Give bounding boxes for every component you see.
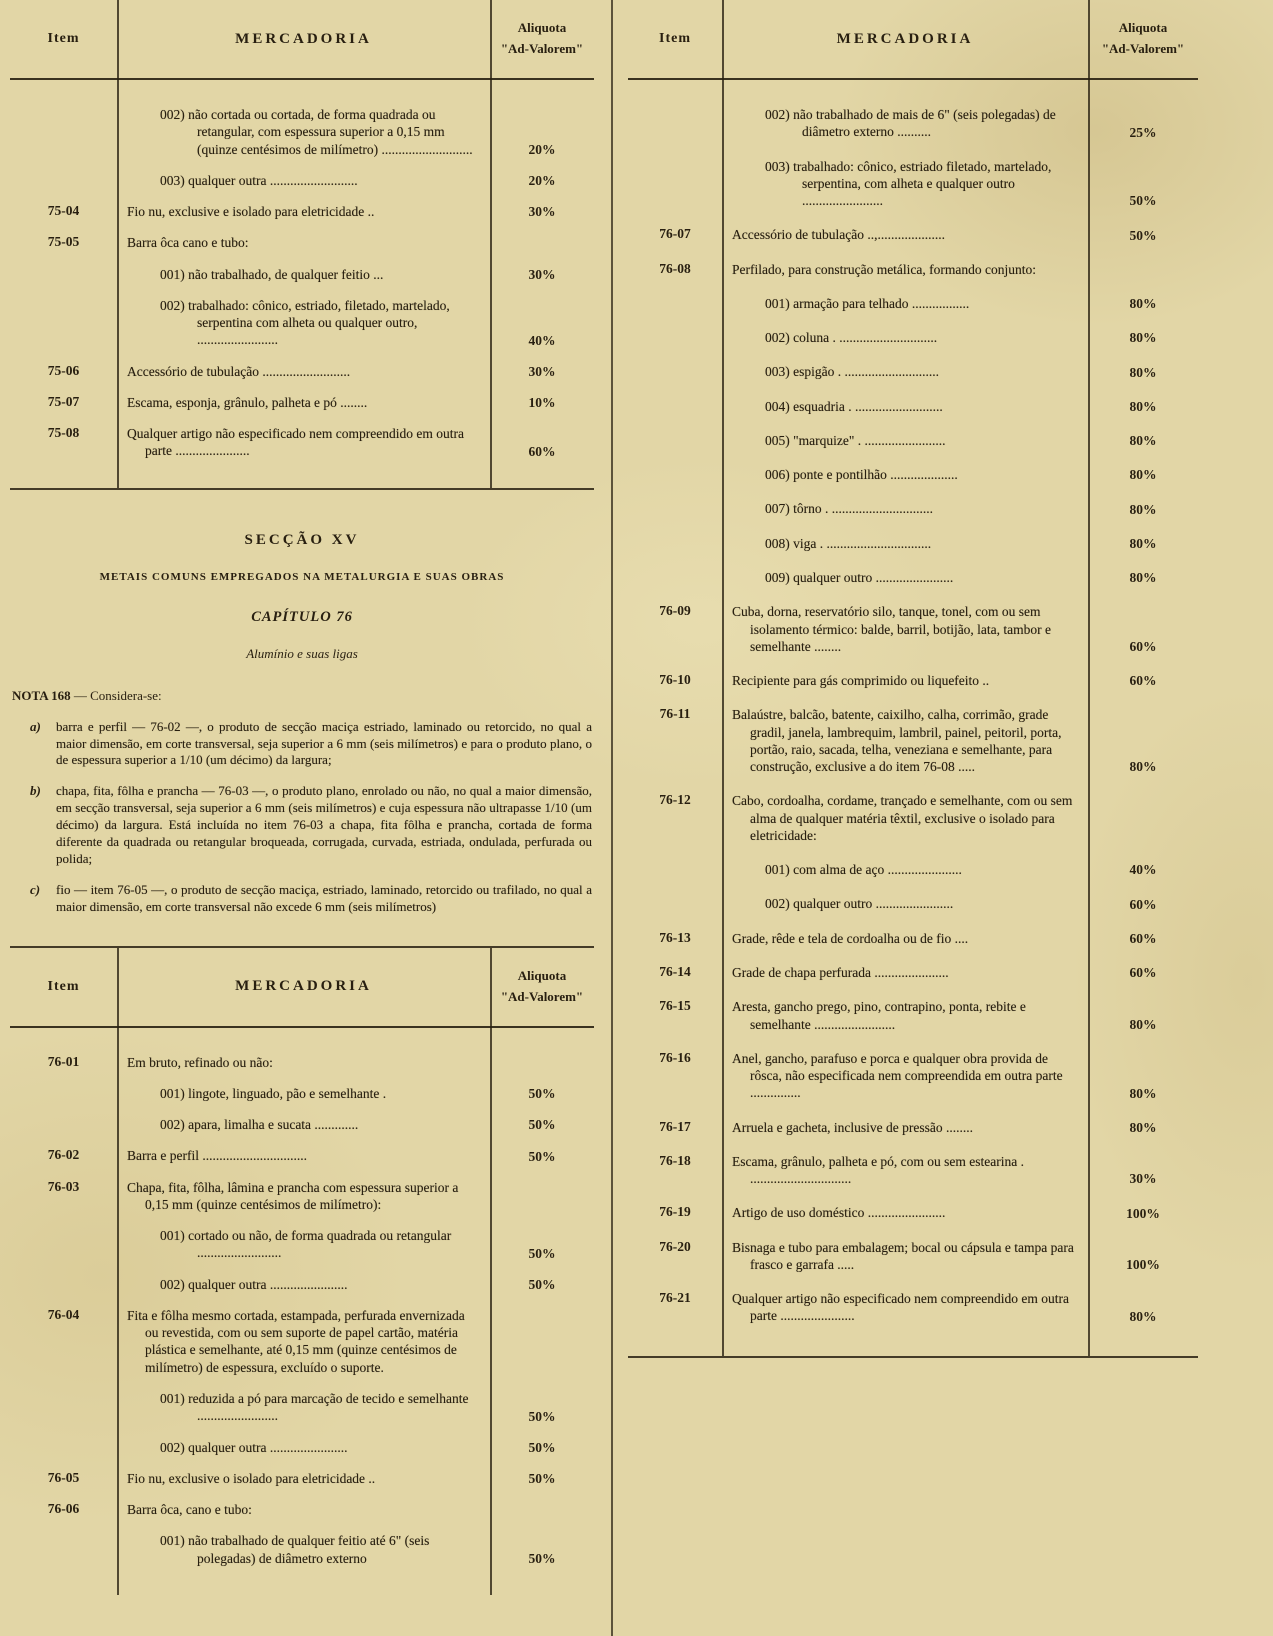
table-row bbox=[10, 1147, 594, 1164]
table-row bbox=[628, 1119, 1198, 1136]
aliquota-value: 50% bbox=[528, 1439, 556, 1455]
column-rule bbox=[117, 0, 119, 488]
aliquota-value: 40% bbox=[528, 332, 556, 348]
table-header bbox=[628, 0, 1198, 80]
item-code: 75-06 bbox=[47, 362, 80, 378]
table-row bbox=[628, 706, 1198, 775]
aliquota-value: 20% bbox=[528, 141, 556, 157]
mercadoria-text: 005) "marquize" . ........................ bbox=[765, 432, 946, 448]
table-row bbox=[628, 603, 1198, 655]
aliquota-value: 80% bbox=[1129, 501, 1157, 517]
item-code: 76-21 bbox=[659, 1290, 691, 1306]
nota-item-label: b) bbox=[30, 783, 41, 799]
mercadoria-text: 001) reduzida a pó para marcação de tecido e semelhante ........................ bbox=[160, 1390, 469, 1424]
section-title: SECÇÃO XV bbox=[244, 531, 360, 548]
aliquota-value: 50% bbox=[528, 1276, 556, 1292]
mercadoria-text: 003) espigão . ............................ bbox=[765, 364, 939, 380]
mercadoria-text: Perfilado, para construção metálica, formando conjunto: bbox=[732, 261, 1037, 277]
table-row bbox=[10, 1276, 594, 1293]
header-mercadoria: MERCADORIA bbox=[235, 30, 372, 47]
aliquota-value: 80% bbox=[1129, 296, 1157, 312]
header-item: Item bbox=[659, 31, 691, 46]
aliquota-value: 20% bbox=[528, 173, 556, 189]
item-code: 76-15 bbox=[659, 998, 691, 1014]
mercadoria-text: 002) qualquer outro ....................... bbox=[765, 896, 954, 912]
header-aliquota bbox=[490, 18, 594, 60]
table-row bbox=[628, 432, 1198, 449]
item-code: 75-04 bbox=[47, 203, 80, 219]
left-column bbox=[10, 0, 594, 1595]
aliquota-value: 60% bbox=[1129, 639, 1157, 655]
nota-item-text: chapa, fita, fôlha e prancha — 76-03 —, o produto plano, enrolado ou não, no qual a maior dimensão, em secção transversal, seja superior a 6 mm (seis milímetros) e cuja espessura não ultrapasse 1/10 (um décimo) da largura. Está incluída no item 76-03 a chapa, fita fôlha e prancha, cortada de forma diferente da quadrada ou retangular broqueada, corrugada, curvada, estriada, ondulada, perfurada ou polida; bbox=[56, 783, 592, 866]
tariff-table-chapter75 bbox=[10, 0, 594, 490]
mercadoria-text: Anel, gancho, parafuso e porca e qualquer obra provida de rôsca, não especificada nem compreendida em outra parte ............... bbox=[732, 1050, 1063, 1101]
item-code: 76-04 bbox=[47, 1306, 80, 1322]
aliquota-value: 50% bbox=[528, 1117, 556, 1133]
header-aliquota-line1: Aliquota bbox=[517, 967, 567, 983]
mercadoria-text: Balaústre, balcão, batente, caixilho, calha, corrimão, grade gradil, janela, lambrequim, lambril, painel, peitoril, porta, portão, raio, sacada, telha, veneziana e semelhante, para construção, exclusive a do item 76-08 ..... bbox=[732, 707, 1062, 775]
aliquota-value: 50% bbox=[1129, 193, 1157, 209]
nota-item-label: a) bbox=[30, 718, 41, 734]
mercadoria-text: 002) qualquer outra ....................... bbox=[160, 1276, 348, 1292]
tariff-table-chapter76-right bbox=[628, 0, 1198, 1358]
table-row bbox=[628, 1153, 1198, 1188]
header-aliquota-line2: "Ad-Valorem" bbox=[500, 41, 584, 56]
table-row bbox=[628, 861, 1198, 878]
aliquota-value: 80% bbox=[1129, 1308, 1157, 1324]
mercadoria-text: Cabo, cordoalha, cordame, trançado e semelhante, com ou sem alma de qualquer matéria têxtil, exclusive o isolado para eletricidade: bbox=[732, 793, 1073, 843]
item-code: 76-16 bbox=[659, 1049, 691, 1065]
mercadoria-text: 009) qualquer outro ....................... bbox=[765, 569, 954, 585]
table-body bbox=[10, 1028, 594, 1595]
header-aliquota-line1: Aliquota bbox=[1118, 20, 1168, 36]
table-row bbox=[628, 466, 1198, 483]
mercadoria-text: 004) esquadria . .......................... bbox=[765, 398, 943, 414]
aliquota-value: 60% bbox=[1129, 930, 1157, 946]
mercadoria-text: Accessório de tubulação .......................... bbox=[127, 363, 351, 379]
mercadoria-text: Arruela e gacheta, inclusive de pressão ........ bbox=[732, 1119, 974, 1135]
item-code: 76-12 bbox=[659, 792, 691, 808]
table-row bbox=[10, 1307, 594, 1376]
table-body bbox=[10, 80, 594, 488]
aliquota-value: 50% bbox=[528, 1148, 556, 1164]
table-row bbox=[10, 425, 594, 460]
aliquota-value: 50% bbox=[1129, 227, 1157, 243]
table-row bbox=[628, 363, 1198, 380]
table-row bbox=[10, 1501, 594, 1518]
nota-item bbox=[30, 719, 592, 770]
table-row bbox=[628, 1290, 1198, 1325]
nota-item-text: fio — item 76-05 —, o produto de secção maciça, estriado, laminado, retorcido ou trafilado, no qual a maior dimensão, em corte transversal não excede 6 mm (seis milímetros) bbox=[56, 881, 592, 914]
mercadoria-text: Recipiente para gás comprimido ou liquefeito .. bbox=[732, 673, 990, 689]
nota-item bbox=[30, 882, 592, 916]
mercadoria-text: 001) não trabalhado de qualquer feitio até 6" (seis polegadas) de diâmetro externo bbox=[160, 1533, 430, 1566]
chapter-subtitle: Alumínio e suas ligas bbox=[246, 645, 358, 661]
item-code: 76-13 bbox=[659, 929, 691, 945]
aliquota-value: 80% bbox=[1129, 1085, 1157, 1101]
mercadoria-text: Fita e fôlha mesmo cortada, estampada, perfurada envernizada ou revestida, com ou sem suporte de papel cartão, matéria plástica e semelhante, até 0,15 mm (quinze centésimos de milímetro) de espessura, excluído o suporte. bbox=[127, 1307, 465, 1375]
mercadoria-text: 002) não trabalhado de mais de 6" (seis polegadas) de diâmetro externo .......... bbox=[765, 107, 1056, 140]
mercadoria-text: 001) com alma de aço ...................... bbox=[765, 862, 962, 878]
aliquota-value: 30% bbox=[528, 363, 556, 379]
column-rule bbox=[117, 948, 119, 1595]
chapter-title: CAPÍTULO 76 bbox=[251, 608, 353, 625]
item-code: 76-01 bbox=[47, 1053, 80, 1069]
item-code: 76-11 bbox=[659, 706, 691, 722]
tariff-table-chapter76-left bbox=[10, 946, 594, 1595]
header-mercadoria: MERCADORIA bbox=[836, 30, 974, 47]
item-code: 76-07 bbox=[659, 226, 691, 242]
table-row bbox=[10, 1085, 594, 1102]
mercadoria-text: Em bruto, refinado ou não: bbox=[127, 1054, 273, 1070]
aliquota-value: 60% bbox=[1129, 896, 1157, 912]
item-code: 76-20 bbox=[659, 1238, 691, 1254]
item-code: 76-08 bbox=[659, 260, 691, 276]
table-row bbox=[10, 203, 594, 220]
mercadoria-text: 003) trabalhado: cônico, estriado filetado, martelado, serpentina, com alheta e qualquer outro ........................ bbox=[765, 158, 1052, 209]
table-row bbox=[628, 158, 1198, 210]
aliquota-value: 80% bbox=[1129, 1016, 1157, 1032]
aliquota-value: 50% bbox=[528, 1550, 556, 1566]
table-row bbox=[10, 1116, 594, 1133]
aliquota-value: 50% bbox=[528, 1086, 556, 1102]
table-row bbox=[10, 106, 594, 158]
mercadoria-text: 002) não cortada ou cortada, de forma quadrada ou retangular, com espessura superior a 0,15 mm (quinze centésimos de milímetro) ........................... bbox=[160, 107, 473, 157]
table-row bbox=[628, 226, 1198, 243]
table-row bbox=[10, 1470, 594, 1487]
item-code: 76-10 bbox=[659, 672, 691, 688]
header-aliquota bbox=[1088, 18, 1198, 60]
table-row bbox=[628, 1050, 1198, 1102]
table-row bbox=[628, 1239, 1198, 1274]
table-row bbox=[10, 1439, 594, 1456]
mercadoria-text: 002) coluna . ............................. bbox=[765, 330, 938, 346]
aliquota-value: 80% bbox=[1129, 330, 1157, 346]
table-row bbox=[628, 964, 1198, 981]
table-row bbox=[10, 1532, 594, 1567]
header-aliquota-line2: "Ad-Valorem" bbox=[500, 988, 584, 1004]
column-rule bbox=[722, 0, 724, 1356]
aliquota-value: 30% bbox=[528, 204, 556, 220]
mercadoria-text: Grade de chapa perfurada ...................... bbox=[732, 964, 949, 980]
aliquota-value: 30% bbox=[528, 266, 556, 282]
nota-item bbox=[30, 783, 592, 867]
aliquota-value: 80% bbox=[1129, 570, 1157, 586]
table-row bbox=[10, 394, 594, 411]
item-code: 76-19 bbox=[659, 1204, 691, 1220]
page-column-divider bbox=[611, 0, 613, 1636]
header-item: Item bbox=[47, 31, 80, 46]
mercadoria-text: Escama, grânulo, palheta e pó, com ou sem estearina . .............................. bbox=[732, 1153, 1025, 1187]
table-row bbox=[628, 106, 1198, 141]
table-header bbox=[10, 948, 594, 1028]
item-code: 76-18 bbox=[659, 1152, 691, 1168]
mercadoria-text: Qualquer artigo não especificado nem compreendido em outra parte ...................... bbox=[127, 426, 464, 459]
table-row bbox=[10, 266, 594, 283]
table-row bbox=[628, 398, 1198, 415]
mercadoria-text: Fio nu, exclusive e isolado para eletricidade .. bbox=[127, 204, 375, 220]
header-aliquota-line2: "Ad-Valorem" bbox=[1101, 41, 1185, 56]
mercadoria-text: Fio nu, exclusive o isolado para eletricidade .. bbox=[127, 1470, 376, 1486]
mercadoria-text: Artigo de uso doméstico ....................... bbox=[732, 1205, 946, 1221]
mercadoria-text: Barra ôca cano e tubo: bbox=[127, 235, 249, 251]
mercadoria-text: Chapa, fita, fôlha, lâmina e prancha com espessura superior a 0,15 mm (quinze centésimos de milímetro): bbox=[127, 1179, 459, 1212]
table-row bbox=[10, 1054, 594, 1071]
table-row bbox=[628, 1204, 1198, 1221]
nota-rest: — Considera-se: bbox=[70, 687, 162, 703]
aliquota-value: 60% bbox=[528, 443, 556, 459]
section-subtitle: METAIS COMUNS EMPREGADOS NA METALURGIA E SUAS OBRAS bbox=[99, 570, 505, 583]
header-aliquota bbox=[490, 966, 594, 1008]
aliquota-value: 40% bbox=[1129, 862, 1157, 878]
item-code: 76-02 bbox=[47, 1147, 80, 1163]
item-code: 75-07 bbox=[47, 393, 80, 409]
table-row bbox=[10, 172, 594, 189]
table-row bbox=[628, 295, 1198, 312]
aliquota-value: 80% bbox=[1129, 433, 1157, 449]
mercadoria-text: Aresta, gancho prego, pino, contrapino, ponta, rebite e semelhante ........................ bbox=[732, 999, 1026, 1032]
mercadoria-text: Barra e perfil ............................... bbox=[127, 1148, 307, 1164]
mercadoria-text: Bisnaga e tubo para embalagem; bocal ou cápsula e tampa para frasco e garrafa ..... bbox=[732, 1239, 1074, 1272]
right-column bbox=[628, 0, 1198, 1358]
table-row bbox=[10, 1390, 594, 1425]
item-code: 76-14 bbox=[659, 963, 691, 979]
aliquota-value: 80% bbox=[1129, 467, 1157, 483]
aliquota-value: 100% bbox=[1126, 1257, 1160, 1273]
item-code: 76-06 bbox=[47, 1501, 80, 1517]
nota-168 bbox=[12, 688, 592, 916]
table-row bbox=[628, 569, 1198, 586]
item-code: 76-05 bbox=[47, 1469, 80, 1485]
mercadoria-text: Cuba, dorna, reservatório silo, tanque, tonel, com ou sem isolamento térmico: balde, barril, botijão, lata, tambor e semelhante ........ bbox=[732, 604, 1052, 654]
aliquota-value: 80% bbox=[1129, 759, 1157, 775]
table-row bbox=[628, 672, 1198, 689]
aliquota-value: 60% bbox=[1129, 673, 1157, 689]
table-row bbox=[628, 792, 1198, 844]
mercadoria-text: Qualquer artigo não especificado nem compreendido em outra parte ...................... bbox=[732, 1291, 1069, 1324]
mercadoria-text: 003) qualquer outra .......................... bbox=[160, 172, 358, 188]
column-rule bbox=[490, 0, 492, 488]
header-aliquota-line1: Aliquota bbox=[517, 20, 567, 36]
header-mercadoria: MERCADORIA bbox=[235, 978, 372, 995]
mercadoria-text: 001) não trabalhado, de qualquer feitio ... bbox=[160, 266, 384, 282]
aliquota-value: 25% bbox=[1129, 124, 1157, 140]
table-header bbox=[10, 0, 594, 80]
mercadoria-text: 001) armação para telhado ................. bbox=[765, 295, 970, 311]
nota-title bbox=[12, 688, 592, 705]
mercadoria-text: 002) trabalhado: cônico, estriado, filetado, martelado, serpentina com alheta ou qualquer outro, ........................ bbox=[160, 297, 450, 348]
mercadoria-text: 006) ponte e pontilhão .................... bbox=[765, 467, 958, 483]
table-row bbox=[628, 329, 1198, 346]
item-code: 75-08 bbox=[47, 425, 80, 441]
nota-items bbox=[12, 719, 592, 916]
nota-item-label: c) bbox=[30, 881, 41, 897]
mercadoria-text: Grade, rêde e tela de cordoalha ou de fio .... bbox=[732, 930, 969, 946]
aliquota-value: 80% bbox=[1129, 364, 1157, 380]
aliquota-value: 100% bbox=[1126, 1205, 1160, 1221]
aliquota-value: 80% bbox=[1129, 398, 1157, 414]
column-rule bbox=[1088, 0, 1090, 1356]
item-code: 76-09 bbox=[659, 603, 691, 619]
aliquota-value: 50% bbox=[528, 1245, 556, 1261]
aliquota-value: 80% bbox=[1129, 535, 1157, 551]
aliquota-value: 60% bbox=[1129, 965, 1157, 981]
header-item: Item bbox=[47, 978, 80, 994]
section-heading-block bbox=[10, 532, 594, 662]
table-row bbox=[628, 930, 1198, 947]
table-row bbox=[628, 895, 1198, 912]
mercadoria-text: Escama, esponja, grânulo, palheta e pó ........ bbox=[127, 394, 368, 410]
table-row bbox=[628, 500, 1198, 517]
mercadoria-text: 002) apara, limalha e sucata ............. bbox=[160, 1117, 359, 1133]
column-rule bbox=[490, 948, 492, 1595]
table-row bbox=[10, 1179, 594, 1214]
mercadoria-text: Barra ôca, cano e tubo: bbox=[127, 1502, 252, 1518]
table-row bbox=[10, 363, 594, 380]
nota-label: NOTA 168 bbox=[12, 687, 71, 703]
table-row bbox=[628, 261, 1198, 278]
table-row bbox=[628, 535, 1198, 552]
table-row bbox=[10, 234, 594, 251]
mercadoria-text: Accessório de tubulação ..,.................... bbox=[732, 227, 945, 243]
table-row bbox=[10, 1227, 594, 1262]
aliquota-value: 30% bbox=[1129, 1171, 1157, 1187]
mercadoria-text: 007) tôrno . .............................. bbox=[765, 501, 933, 517]
item-code: 76-03 bbox=[47, 1178, 80, 1194]
item-code: 76-17 bbox=[659, 1118, 691, 1134]
mercadoria-text: 008) viga . ............................... bbox=[765, 535, 932, 551]
aliquota-value: 50% bbox=[528, 1471, 556, 1487]
item-code: 75-05 bbox=[47, 234, 80, 250]
table-row bbox=[628, 998, 1198, 1033]
aliquota-value: 10% bbox=[528, 395, 556, 411]
aliquota-value: 50% bbox=[528, 1408, 556, 1424]
nota-item-text: barra e perfil — 76-02 —, o produto de secção maciça estriado, laminado ou retorcido, no qual a maior dimensão, em corte transversal, seja superior a 6 mm (seis milímetros) e para o produto plano, o de espessura superior a 1/10 (um décimo) da largura; bbox=[56, 718, 592, 768]
mercadoria-text: 001) lingote, linguado, pão e semelhante . bbox=[160, 1085, 387, 1101]
mercadoria-text: 002) qualquer outra ....................... bbox=[160, 1439, 348, 1455]
table-row bbox=[10, 297, 594, 349]
mercadoria-text: 001) cortado ou não, de forma quadrada ou retangular ......................... bbox=[160, 1228, 452, 1261]
aliquota-value: 80% bbox=[1129, 1119, 1157, 1135]
table-body bbox=[628, 80, 1198, 1356]
